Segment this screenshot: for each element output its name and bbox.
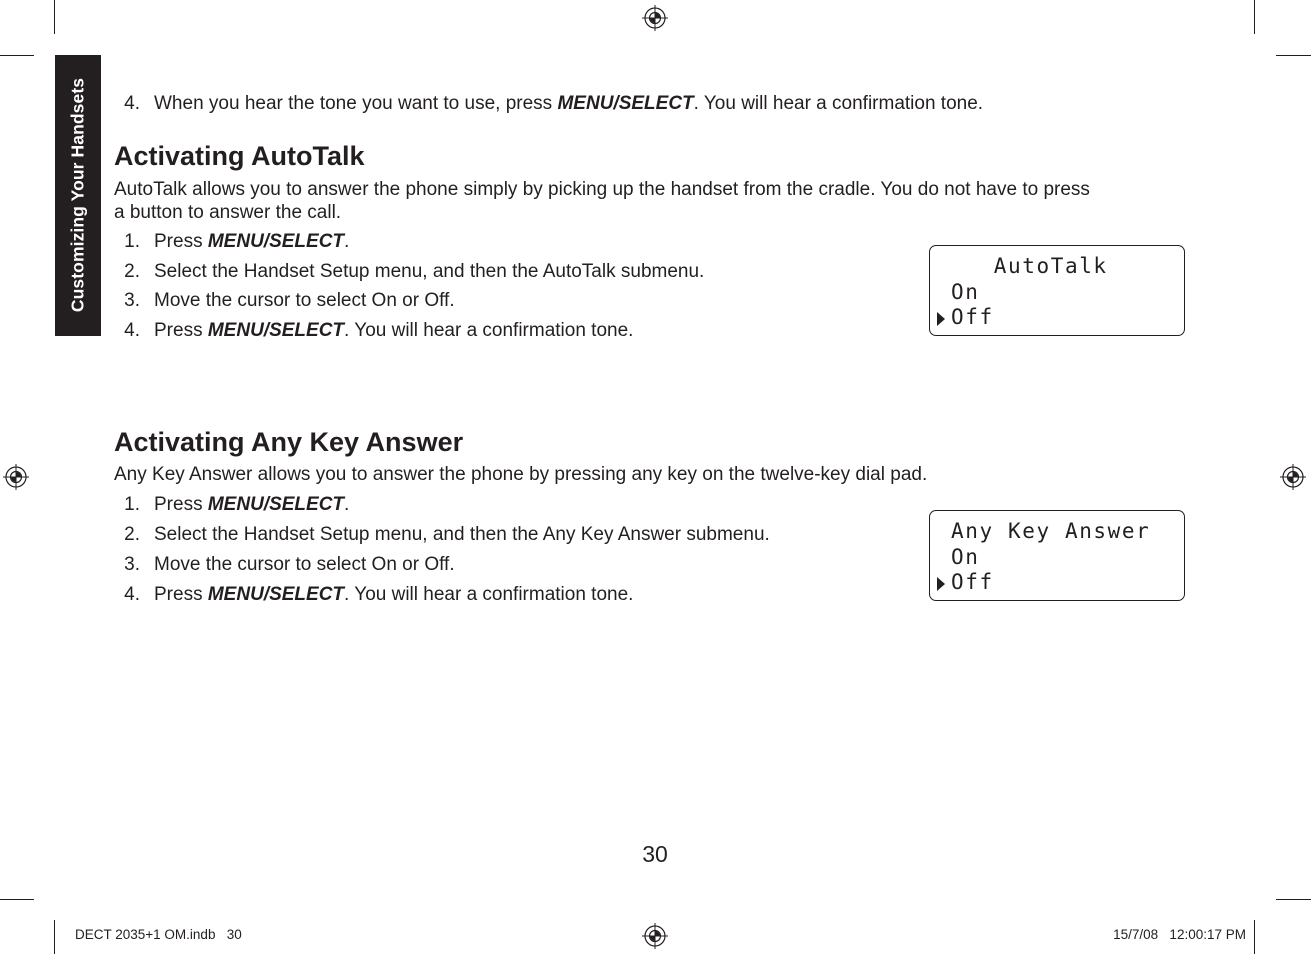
cursor-arrow-icon	[937, 577, 945, 591]
registration-mark-icon	[642, 5, 668, 31]
anykey-heading: Activating Any Key Answer	[114, 427, 464, 457]
lcd-option-on: On	[951, 280, 980, 304]
crop-mark	[0, 899, 34, 900]
autotalk-heading: Activating AutoTalk	[114, 141, 365, 171]
crop-mark	[1276, 899, 1311, 900]
lcd-option-off: Off	[951, 305, 994, 329]
lcd-title: AutoTalk	[951, 254, 1108, 278]
crop-mark	[1254, 920, 1255, 954]
anykey-description: Any Key Answer allows you to answer the phone by pressing any key on the twelve-key dial pad.	[114, 464, 928, 485]
slug-timestamp: 15/7/08 12:00:17 PM	[1113, 927, 1246, 942]
registration-mark-icon	[3, 464, 29, 490]
crop-mark	[1254, 0, 1255, 34]
menu-select-emphasis: MENU/SELECT	[207, 231, 345, 252]
cursor-arrow-icon	[937, 312, 945, 326]
side-tab-label: Customizing Your Handsets	[67, 77, 88, 313]
crop-mark	[1276, 55, 1311, 56]
lcd-title: Any Key Answer	[951, 519, 1151, 543]
registration-mark-icon	[1280, 464, 1306, 490]
menu-select-emphasis: MENU/SELECT	[207, 494, 345, 515]
menu-select-emphasis: MENU/SELECT	[207, 320, 345, 341]
page-number: 30	[642, 841, 668, 867]
slug-file-info: DECT 2035+1 OM.indb 30	[75, 927, 242, 942]
lcd-option-off: Off	[951, 570, 994, 594]
autotalk-lcd-display	[929, 245, 1185, 336]
crop-mark	[54, 0, 55, 34]
autotalk-description: AutoTalk allows you to answer the phone simply by picking up the handset from the cradle. You do not have to press a button to answer the call.	[114, 179, 1090, 223]
menu-select-emphasis: MENU/SELECT	[207, 584, 345, 605]
crop-mark	[0, 55, 34, 56]
menu-select-emphasis: MENU/SELECT	[557, 93, 694, 114]
step-text: When you hear the tone you want to use, press MENU/SELECT. You will hear a confirmation tone.	[154, 93, 984, 114]
crop-mark	[54, 920, 55, 954]
registration-mark-icon	[642, 923, 668, 949]
lcd-option-on: On	[951, 545, 980, 569]
anykey-lcd-display	[929, 510, 1185, 601]
step-number: 4.	[124, 93, 140, 114]
